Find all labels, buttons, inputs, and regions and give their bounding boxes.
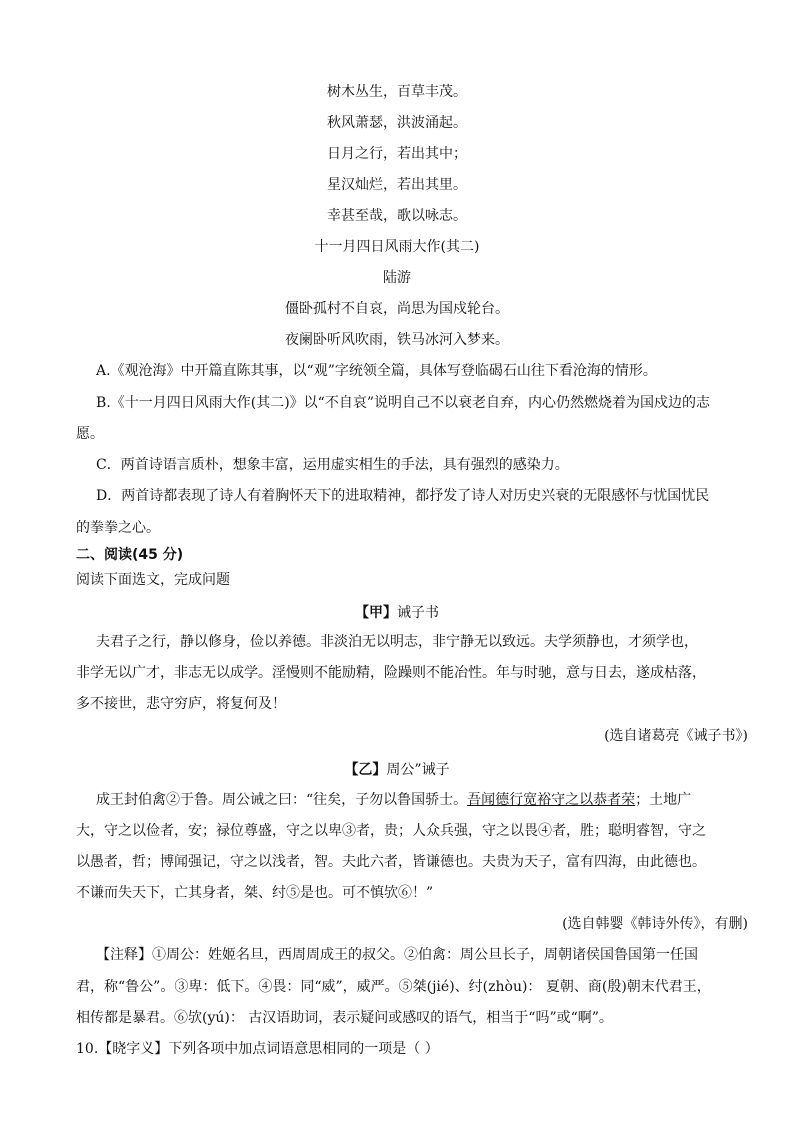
yi-underlined-sentence: 吾闻德行宽裕守之以恭者荣	[467, 792, 636, 808]
jia-title-tag: 【甲】	[355, 605, 397, 621]
option-d-line-2: 的拳拳之心。	[76, 520, 160, 536]
option-a: A.《观沧海》中开篇直陈其事，以“观”字统领全篇，具体写登临碣石山往下看沧海的情形。	[96, 363, 657, 379]
poem1-line-4: 星汉灿烂，若出其里。	[327, 177, 467, 193]
poem1-line-1: 树木丛生，百草丰茂。	[327, 84, 467, 100]
poem1-line-5: 幸甚至哉，歌以咏志。	[327, 208, 467, 224]
yi-title-tag: 【乙】	[344, 762, 387, 778]
notes-line-3: 相传都是暴君。⑥欤(yú)： 古汉语助词，表示疑问或感叹的语气，相当于“吗”或“啊”。	[76, 1010, 613, 1026]
jia-paragraph-line-3: 多不接世，悲守穷庐，将复何及！	[76, 696, 286, 712]
option-c: C．两首诗语言质朴，想象丰富，运用虚实相生的手法，具有强烈的感染力。	[96, 457, 569, 473]
option-b-line-1: B.《十一月四日风雨大作(其二)》以“不自哀”说明自己不以衰老自弃，内心仍然燃烧着为国戍边的志	[96, 395, 710, 411]
jia-paragraph-line-1: 夫君子之行，静以修身，俭以养德。非淡泊无以明志，非宁静无以致远。夫学须静也，才须学也，	[96, 634, 698, 650]
notes-line-1: 【注释】①周公：姓姬名旦，西周周成王的叔父。②伯禽：周公旦长子，周朝诸侯国鲁国第一任国	[96, 947, 698, 963]
yi-title-end: ”诫子	[414, 762, 450, 778]
yi-source: (选自韩婴《韩诗外传》，有删)	[562, 916, 748, 932]
poem2-line-1: 僵卧孤村不自哀，尚思为国戍轮台。	[285, 301, 509, 317]
jia-paragraph-line-2: 非学无以广才，非志无以成学。淫慢则不能励精，险躁则不能冶性。年与时驰，意与日去，遂成枯落，	[76, 665, 706, 681]
jia-title	[0, 603, 794, 623]
poem2-title: 十一月四日风雨大作(其二)	[314, 239, 480, 255]
section-instruction: 阅读下面选文，完成问题	[76, 572, 230, 588]
section-heading: 二、阅读(45 分)	[76, 547, 184, 563]
option-d-line-1: D．两首诗都表现了诗人有着胸怀天下的进取精神，都抒发了诗人对历史兴衰的无限感怀与忧国忧民	[96, 488, 710, 504]
poem1-line-2: 秋风萧瑟，洪波涌起。	[327, 115, 467, 131]
poem2-author: 陆游	[383, 270, 411, 286]
yi-line-1-pre: 成王封伯禽②于鲁。周公诫之曰：“往矣，子勿以鲁国骄士。	[96, 792, 468, 808]
yi-paragraph-line-4: 不谦而失天下，亡其身者，桀、纣⑤是也。可不慎欤⑥！”	[76, 885, 434, 901]
yi-paragraph-line-3: 以愚者，哲；博闻强记，守之以浅者，智。夫此六者，皆谦德也。夫贵为天子，富有四海，由此德也。	[76, 854, 706, 870]
jia-source: (选自诸葛亮《诫子书》)	[604, 728, 748, 744]
poem2-line-2: 夜阑卧听风吹雨，铁马冰河入梦来。	[285, 332, 509, 348]
jia-title-name: 诫子书	[397, 605, 439, 621]
yi-line-1-post: ；土地广	[635, 792, 692, 808]
question-10: 10.【晓字义】下列各项中加点词语意思相同的一项是（ ）	[76, 1041, 439, 1057]
yi-paragraph-line-2: 大，守之以俭者，安；禄位尊盛，守之以卑③者，贵；人众兵强，守之以畏④者，胜；聪明睿智，守之	[76, 823, 706, 839]
yi-paragraph-line-1	[96, 790, 691, 810]
poem1-line-3: 日月之行，若出其中；	[327, 146, 467, 162]
yi-title-name: 周公	[386, 762, 415, 778]
option-b-line-2: 愿。	[76, 426, 104, 442]
notes-line-2: 君，称“鲁公”。③卑：低下。④畏：同“威”，威严。⑤桀(jié)、纣(zhòu)： 夏朝、商(殷)朝末代君王，	[76, 979, 711, 995]
yi-title	[0, 760, 794, 780]
